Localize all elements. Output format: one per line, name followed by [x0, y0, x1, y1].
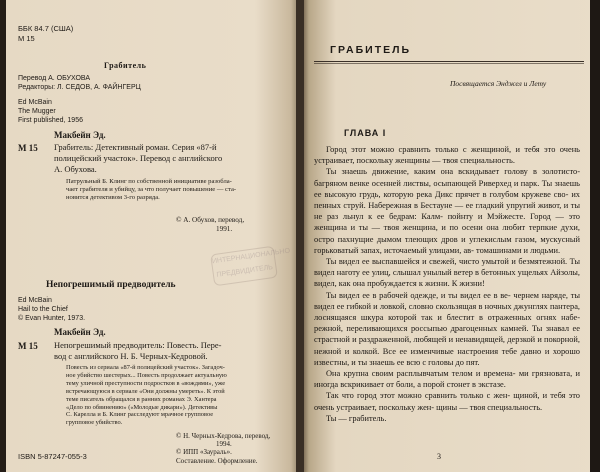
paragraph: Ты видел ее в рабочей одежде, и ты видел ее в ве- чернем наряде, ты видел ее гибкой и ловкой, словно скользящая в ночных джунглях пантера, лоснящаяся шкура которой так и блестит в отраженных огнях набе- режной, переливающихся россыпью драгоценных камней. Ты знавал ее страстной и раздраженной, любящей и ненавидящей, дерзкой и покорной, нежной и колкой. Все ее изменчивые настроения тебе давно и хорошо известны, и ты знаешь ее всю с головы до пят. [314, 290, 580, 367]
original-author: Ed McBain [18, 99, 52, 106]
entry2-original-title: Hail to the Chief [18, 306, 68, 313]
editors-line: Редакторы: Л. СЕДОВ, А. ФАЙНГЕРЦ [18, 84, 141, 91]
entry1-annotation [66, 178, 236, 202]
paragraph: Ты — грабитель. [326, 413, 387, 423]
entry1-copyright-line: © А. Обухов, перевод, [176, 216, 245, 224]
entry2-copyright-year: 1994. [216, 440, 232, 449]
first-published: First published, 1956 [18, 117, 83, 124]
entry2-desc-line: вод с английского Н. Б. Черных-Кедровой. [54, 351, 208, 361]
entry2-copyright-line: © Н. Черных-Кедрова, перевод, [176, 432, 271, 440]
entry1-copyright-year: 1991. [216, 225, 233, 233]
entry2-composition: Составление. Оформление. [176, 456, 258, 465]
catalog-title: Грабитель [104, 61, 147, 70]
entry2-copyright [176, 432, 270, 465]
paragraph: Ты знаешь движение, каким она вскидывает голову в золотисто-багряном венке осенней листвы, осыпающей Риверхед и парк. Ты знаешь ее высокую грудь, которую река Дикс прячет в голубом кружеве сво- их пенных струй. Набережная в Бестауне — ее гладкий упругий живот, и ты не раз льнул к ее бедрам: Калм- пойнту и Мэйжесте. Город — это женщина и ты — твоя женщина, и по осени она любит терпкие духи, остро пахнущие дымом тлеющих дров и углекислым газом, мускусный горьковатый запах, источаемый улицами, ав- томашинами и людьми. [314, 167, 580, 255]
entry2-publisher: © ИПП «Заураль». [176, 448, 232, 457]
entry1-annotation-line: новится детективом 3-го разряда. [66, 194, 160, 201]
second-work-heading: Непогрешимый предводитель [46, 280, 176, 290]
right-cover-edge [590, 0, 600, 472]
entry1-copyright [176, 216, 244, 234]
bbk-code: ББК 84.7 (США) [18, 24, 74, 33]
entry1-code: М 15 [18, 143, 38, 153]
catalog-index: М 15 [18, 34, 35, 43]
entry2-annotation-line: Повесть из сериала «87-й полицейский участок». Загадоч- [66, 364, 225, 371]
entry2-annotation-line: групповое убийство. [66, 419, 123, 427]
entry1-desc-line: Грабитель: Детективный роман. Серия «87-й [54, 142, 217, 152]
entry1-desc-line: полицейский участок». Перевод с английского [54, 153, 223, 163]
entry2-code: М 15 [18, 341, 38, 351]
chapter-text [314, 144, 580, 424]
left-cover-edge [0, 0, 6, 472]
entry2-annotation-line: тему уличной преступности подростков в «вождями», уже [66, 379, 226, 387]
entry1-description [54, 142, 222, 175]
entry2-description [54, 340, 222, 362]
page-number: 3 [437, 452, 441, 461]
entry2-annotation-line: «Дело по обвинению» («Молодые дикари»). Детективы [66, 403, 218, 411]
entry2-original-copyright: © Evan Hunter, 1973. [18, 315, 86, 322]
paragraph: Ты видел ее выспавшейся и свежей, чисто умытой и безмятежной. Ты видел наготу ее улиц, слышал унылый ветер в бетонных ущельях Айзолы, видел, как она пробуждается к жизни. К жизни! [314, 257, 580, 289]
library-stamp: ИНТЕРНАЦИОНАЛЬНО ПРЕДВИДИТЕЛЬ [210, 246, 278, 287]
paragraph: Она крупна своим расплывчатым телом и времена- ми грязновата, и иногда вскрикивает от боли, а порой стонет в экстазе. [314, 369, 580, 390]
isbn: ISBN 5-87247-055-3 [18, 452, 87, 461]
entry1-author: Макбейн Эд. [54, 130, 106, 140]
entry2-annotation-line: встречающуюся в сериале «Они должны умереть». К этой [66, 387, 225, 395]
entry1-annotation-line: чает грабителя и убийцу, за что получает повышение — ста- [66, 186, 237, 193]
paragraph: Город этот можно сравнить только с женщиной, и тебя это очень устраивает, поскольку женщины — твоя специальность. [314, 145, 580, 166]
running-title: ГРАБИТЕЛЬ [330, 44, 412, 56]
entry2-desc-line: Непогрешимый предводитель: Повесть. Пере- [54, 340, 222, 350]
entry2-original-author: Ed McBain [18, 297, 52, 304]
entry2-annotation [66, 364, 227, 427]
book-gutter [296, 0, 304, 472]
dedication: Посвящается Энджел и Лету [450, 79, 547, 88]
entry1-desc-line: А. Обухова. [54, 164, 97, 174]
header-rule [314, 61, 584, 62]
entry1-annotation-line: Патрульный Б. Клинг по собственной инициативе разобла- [66, 178, 232, 185]
entry2-annotation-line: теме писатель обращался в ранних романах Э. Хантера [66, 395, 217, 403]
original-title: The Mugger [18, 108, 56, 115]
entry2-annotation-line: ное убийство шестерых... Повесть продолжает актуальную [66, 371, 227, 379]
entry2-annotation-line: С. Карелла и Б. Клинг расследуют мрачное групповое [66, 411, 214, 419]
header-rule-thin [314, 63, 584, 64]
chapter-heading: ГЛАВА I [344, 128, 387, 138]
translator-line: Перевод А. ОБУХОВА [18, 75, 90, 82]
paragraph: Так что город этот можно сравнить только с жен- щиной, и тебя это очень устраивает, поскольку жен- щины — твоя специальность. [314, 391, 580, 412]
entry2-author: Макбейн Эд. [54, 327, 106, 337]
